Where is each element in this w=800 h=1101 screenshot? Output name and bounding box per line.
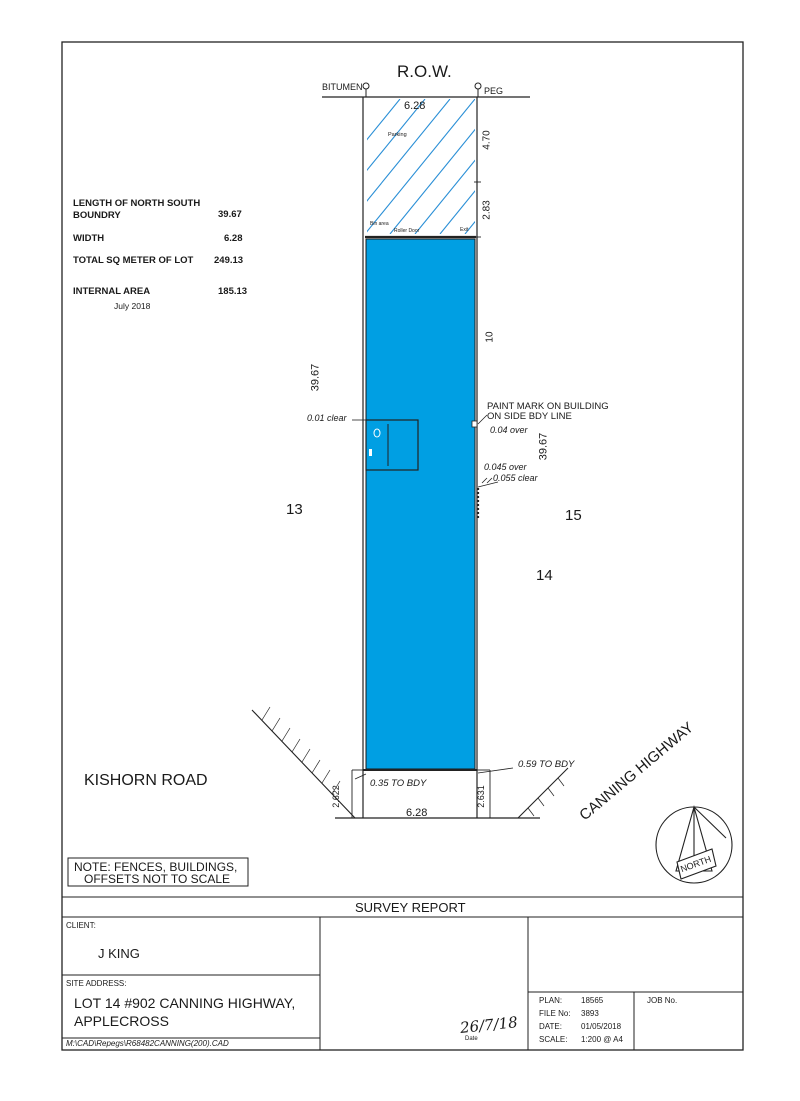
total-area-value: 249.13 <box>214 255 244 266</box>
dim-4-70: 4.70 <box>481 130 493 150</box>
exit-label: Exit <box>460 227 469 233</box>
date-caption: Date <box>465 1036 478 1042</box>
client-label: CLIENT: <box>66 921 96 930</box>
length-label-line-1: LENGTH OF NORTH SOUTH <box>73 198 201 209</box>
date-label: DATE: <box>539 1022 562 1031</box>
redaction-mask <box>66 940 92 962</box>
to-bdy-0-35-label: 0.35 TO BDY <box>370 778 427 789</box>
bottom-width-dim: 6.28 <box>406 807 428 819</box>
redaction-mask <box>330 924 518 988</box>
note-line-2: OFFSETS NOT TO SCALE <box>84 872 231 886</box>
redaction-mask <box>77 300 112 314</box>
client-name: J KING <box>98 946 140 961</box>
redaction-mask <box>648 1013 719 1043</box>
length-label-line-2: BOUNDRY <box>73 210 121 221</box>
scale-value: 1:200 @ A4 <box>581 1035 623 1044</box>
bin-area-label: Bin area <box>370 221 389 227</box>
plan-label: PLAN: <box>539 996 563 1005</box>
redaction-mask <box>535 948 737 988</box>
north-arrow <box>656 807 732 883</box>
width-label: WIDTH <box>73 233 105 244</box>
dim-left-2-622: 2.622 <box>330 785 341 808</box>
cad-file-path: M:\CAD\Repegs\R68482CANNING(200).CAD <box>66 1039 229 1048</box>
lot-13-label: 13 <box>286 501 303 518</box>
paint-mark-line-1: PAINT MARK ON BUILDING <box>487 401 609 412</box>
site-address-line-1: LOT 14 #902 CANNING HIGHWAY, <box>74 995 296 1011</box>
dim-2-83: 2.83 <box>481 200 493 220</box>
site-address-label: SITE ADDRESS: <box>66 979 127 988</box>
lot-15-label: 15 <box>565 507 582 524</box>
dim-left-39-67: 39.67 <box>309 363 322 392</box>
clear-left-label: 0.01 clear <box>307 413 347 423</box>
parking-area <box>290 99 575 234</box>
over-0-045-label: 0.045 over <box>484 462 527 472</box>
date-value: 01/05/2018 <box>581 1022 622 1031</box>
bitumen-peg <box>363 83 369 89</box>
building-footprint <box>366 239 475 769</box>
toilet-annex <box>366 420 418 470</box>
signed-date: 26/7/18 <box>459 1013 519 1037</box>
corner-truncation-east <box>518 768 568 818</box>
parking-label: Parking <box>388 132 407 138</box>
scale-label: SCALE: <box>539 1035 568 1044</box>
redaction-mask <box>326 846 488 883</box>
redaction-mask <box>175 164 263 193</box>
width-value: 6.28 <box>224 233 243 244</box>
kishorn-road-label: KISHORN ROAD <box>84 772 208 789</box>
dim-right-2-631: 2.631 <box>475 785 486 808</box>
site-address-line-2: APPLECROSS <box>74 1013 169 1029</box>
clear-0-055-label: 0.055 clear <box>493 473 538 483</box>
row-peg <box>475 83 481 89</box>
note-line-1: NOTE: FENCES, BUILDINGS, <box>74 860 238 874</box>
redaction-mask <box>330 354 346 399</box>
redaction-mask <box>73 55 165 82</box>
over-0-04-label: 0.04 over <box>490 425 528 435</box>
internal-area-label: INTERNAL AREA <box>73 286 151 297</box>
row-label: R.O.W. <box>397 62 452 81</box>
north-label: NORTH <box>679 853 713 875</box>
redaction-mask <box>272 73 320 95</box>
internal-area-value: 185.13 <box>218 286 248 297</box>
top-width-dim: 6.28 <box>404 100 426 112</box>
job-no-label: JOB No. <box>647 996 678 1005</box>
redaction-mask <box>535 924 737 942</box>
paint-mark-line-2: ON SIDE BDY LINE <box>487 411 572 422</box>
plan-value: 18565 <box>581 996 604 1005</box>
dim-right-39-67: 39.67 <box>537 432 550 461</box>
length-value: 39.67 <box>218 209 242 220</box>
dim-10: 10 <box>484 331 496 343</box>
file-no-label: FILE No: <box>539 1009 571 1018</box>
to-bdy-0-59-label: 0.59 TO BDY <box>518 759 575 770</box>
canning-highway-label: CANNING HIGHWAY <box>576 718 698 825</box>
lot-14-label: 14 <box>536 567 553 584</box>
roller-door-label: Roller Door <box>394 228 420 234</box>
redaction-mask <box>204 482 254 531</box>
peg-label: PEG <box>484 86 504 96</box>
summary-date: July 2018 <box>114 301 151 311</box>
bitumen-label: BITUMEN <box>322 82 363 92</box>
total-area-label: TOTAL SQ METER OF LOT <box>73 255 194 266</box>
file-no-value: 3893 <box>581 1009 599 1018</box>
survey-report-title: SURVEY REPORT <box>355 900 466 915</box>
